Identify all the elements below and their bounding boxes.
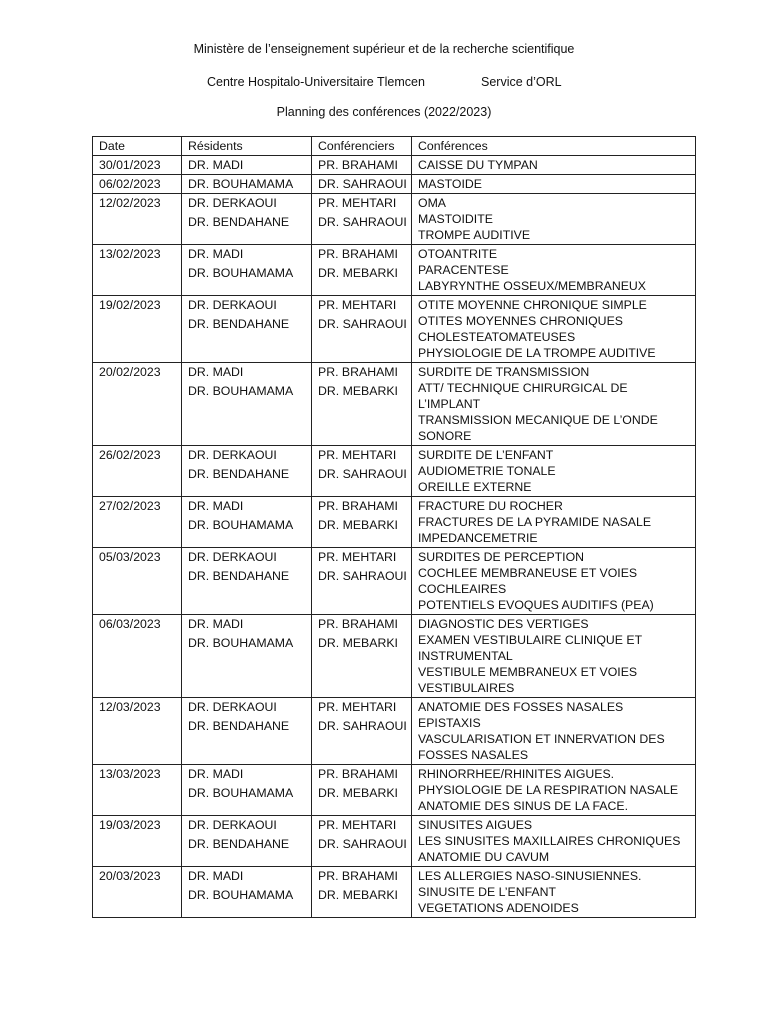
lecturer-name: PR. BRAHAMI: [318, 617, 398, 631]
table-row: [93, 867, 696, 918]
column-header-residents: Résidents: [182, 137, 312, 156]
conference-topic: LABYRYNTHE OSSEUX/MEMBRANEUX: [418, 279, 647, 293]
lecturer-name: PR. MEHTARI: [318, 818, 397, 832]
resident-name: DR. BOUHAMAMA: [188, 888, 294, 902]
conference-topic: OTOANTRITE: [418, 247, 498, 261]
resident-name: DR. MADI: [188, 247, 244, 261]
column-header-date: Date: [93, 137, 182, 156]
table-body: [93, 156, 696, 918]
service-name: Service d’ORL: [481, 75, 562, 89]
table-row: [93, 156, 696, 175]
table-row: [93, 698, 696, 765]
conferences-cell: [412, 615, 696, 698]
date-cell: 06/03/2023: [93, 615, 182, 698]
date-cell: 20/02/2023: [93, 363, 182, 446]
lecturer-name: DR. SAHRAOUI: [318, 317, 407, 331]
resident-name: DR. BOUHAMAMA: [188, 786, 294, 800]
table-row: [93, 175, 696, 194]
lecturer-name: PR. BRAHAMI: [318, 869, 398, 883]
lecturer-name: DR. SAHRAOUI: [318, 215, 407, 229]
lecturers-cell: [312, 497, 412, 548]
resident-name: DR. MADI: [188, 499, 244, 513]
conferences-cell: [412, 548, 696, 615]
lecturer-name: DR. MEBARKI: [318, 786, 398, 800]
table-row: [93, 816, 696, 867]
conferences-cell: [412, 363, 696, 446]
conferences-cell: [412, 245, 696, 296]
date-cell: 13/03/2023: [93, 765, 182, 816]
table-header-row: [93, 137, 696, 156]
conference-topic: VEGETATIONS ADENOIDES: [418, 901, 579, 915]
conferences-cell: [412, 867, 696, 918]
conference-topic: VASCULARISATION ET INNERVATION DES FOSSES NASALES: [418, 732, 665, 762]
lecturer-name: DR. SAHRAOUI: [318, 467, 407, 481]
resident-name: DR. DERKAOUI: [188, 818, 277, 832]
resident-name: DR. BOUHAMAMA: [188, 177, 294, 191]
residents-cell: [182, 446, 312, 497]
table-row: [93, 363, 696, 446]
conferences-cell: [412, 446, 696, 497]
conference-topic: TROMPE AUDITIVE: [418, 228, 531, 242]
table-row: [93, 446, 696, 497]
resident-name: DR. BOUHAMAMA: [188, 266, 294, 280]
resident-name: DR. BOUHAMAMA: [188, 384, 294, 398]
conference-topic: SINUSITE DE L’ENFANT: [418, 885, 557, 899]
lecturer-name: PR. MEHTARI: [318, 298, 397, 312]
lecturer-name: PR. BRAHAMI: [318, 247, 398, 261]
lecturer-name: DR. SAHRAOUI: [318, 569, 407, 583]
conference-topic: IMPEDANCEMETRIE: [418, 531, 538, 545]
document-title: Planning des conférences (2022/2023): [276, 105, 492, 119]
conference-topic: ANATOMIE DU CAVUM: [418, 850, 550, 864]
conferences-cell: [412, 816, 696, 867]
lecturer-name: PR. BRAHAMI: [318, 767, 398, 781]
residents-cell: [182, 245, 312, 296]
lecturers-cell: [312, 816, 412, 867]
resident-name: DR. BENDAHANE: [188, 215, 290, 229]
date-cell: 26/02/2023: [93, 446, 182, 497]
conference-topic: FRACTURE DU ROCHER: [418, 499, 563, 513]
conference-topic: TRANSMISSION MECANIQUE DE L’ONDE SONORE: [418, 413, 658, 443]
resident-name: DR. BENDAHANE: [188, 317, 290, 331]
conference-topic: MASTOIDITE: [418, 212, 493, 226]
date-cell: 19/03/2023: [93, 816, 182, 867]
resident-name: DR. MADI: [188, 365, 244, 379]
conference-topic: RHINORRHEE/RHINITES AIGUES.: [418, 767, 615, 781]
conference-topic: FRACTURES DE LA PYRAMIDE NASALE: [418, 515, 652, 529]
conference-topic: EXAMEN VESTIBULAIRE CLINIQUE ET INSTRUMENTAL: [418, 633, 642, 663]
residents-cell: [182, 867, 312, 918]
lecturer-name: DR. MEBARKI: [318, 518, 398, 532]
date-cell: 27/02/2023: [93, 497, 182, 548]
lecturers-cell: [312, 156, 412, 175]
conferences-cell: [412, 765, 696, 816]
lecturer-name: PR. MEHTARI: [318, 550, 397, 564]
resident-name: DR. MADI: [188, 617, 244, 631]
conference-topic: OTITE MOYENNE CHRONIQUE SIMPLE: [418, 298, 647, 312]
column-header-conferences: Conférences: [412, 137, 696, 156]
resident-name: DR. BENDAHANE: [188, 837, 290, 851]
lecturers-cell: [312, 446, 412, 497]
resident-name: DR. BENDAHANE: [188, 719, 290, 733]
conferences-cell: [412, 156, 696, 175]
resident-name: DR. BOUHAMAMA: [188, 636, 294, 650]
conference-topic: OTITES MOYENNES CHRONIQUES CHOLESTEATOMATEUSES: [418, 314, 623, 344]
date-cell: 13/02/2023: [93, 245, 182, 296]
lecturer-name: DR. MEBARKI: [318, 888, 398, 902]
conferences-cell: [412, 194, 696, 245]
table-row: [93, 194, 696, 245]
residents-cell: [182, 497, 312, 548]
conference-topic: POTENTIELS EVOQUES AUDITIFS (PEA): [418, 598, 654, 612]
lecturers-cell: [312, 765, 412, 816]
resident-name: DR. MADI: [188, 869, 244, 883]
table-row: [93, 615, 696, 698]
lecturers-cell: [312, 296, 412, 363]
lecturer-name: PR. MEHTARI: [318, 448, 397, 462]
residents-cell: [182, 194, 312, 245]
table-row: [93, 245, 696, 296]
date-cell: 06/02/2023: [93, 175, 182, 194]
conference-topic: EPISTAXIS: [418, 716, 481, 730]
resident-name: DR. MADI: [188, 767, 244, 781]
resident-name: DR. DERKAOUI: [188, 196, 277, 210]
lecturer-name: PR. MEHTARI: [318, 196, 397, 210]
residents-cell: [182, 175, 312, 194]
conferences-cell: [412, 698, 696, 765]
lecturer-name: DR. MEBARKI: [318, 266, 398, 280]
lecturer-name: DR. MEBARKI: [318, 384, 398, 398]
lecturers-cell: [312, 548, 412, 615]
lecturer-name: PR. MEHTARI: [318, 700, 397, 714]
hospital-name: Centre Hospitalo-Universitaire Tlemcen: [207, 75, 425, 89]
conference-topic: MASTOIDE: [418, 177, 483, 191]
conference-topic: OREILLE EXTERNE: [418, 480, 532, 494]
conferences-cell: [412, 497, 696, 548]
lecturers-cell: [312, 698, 412, 765]
conference-topic: COCHLEE MEMBRANEUSE ET VOIES COCHLEAIRES: [418, 566, 638, 596]
date-cell: 19/02/2023: [93, 296, 182, 363]
residents-cell: [182, 765, 312, 816]
conference-topic: OMA: [418, 196, 447, 210]
date-cell: 12/03/2023: [93, 698, 182, 765]
lecturer-name: PR. BRAHAMI: [318, 158, 398, 172]
resident-name: DR. DERKAOUI: [188, 298, 277, 312]
conferences-cell: [412, 296, 696, 363]
conference-topic: LES SINUSITES MAXILLAIRES CHRONIQUES: [418, 834, 681, 848]
resident-name: DR. BOUHAMAMA: [188, 518, 294, 532]
lecturers-cell: [312, 194, 412, 245]
conference-topic: ANATOMIE DES FOSSES NASALES: [418, 700, 624, 714]
conference-topic: PHYSIOLOGIE DE LA TROMPE AUDITIVE: [418, 346, 656, 360]
resident-name: DR. BENDAHANE: [188, 569, 290, 583]
table-row: [93, 548, 696, 615]
conference-topic: SINUSITES AIGUES: [418, 818, 533, 832]
residents-cell: [182, 156, 312, 175]
lecturer-name: DR. SAHRAOUI: [318, 177, 407, 191]
lecturers-cell: [312, 245, 412, 296]
date-cell: 20/03/2023: [93, 867, 182, 918]
residents-cell: [182, 615, 312, 698]
resident-name: DR. DERKAOUI: [188, 700, 277, 714]
date-cell: 05/03/2023: [93, 548, 182, 615]
residents-cell: [182, 296, 312, 363]
conference-topic: ANATOMIE DES SINUS DE LA FACE.: [418, 799, 629, 813]
lecturers-cell: [312, 615, 412, 698]
residents-cell: [182, 698, 312, 765]
conference-topic: CAISSE DU TYMPAN: [418, 158, 538, 172]
lecturer-name: PR. BRAHAMI: [318, 499, 398, 513]
resident-name: DR. MADI: [188, 158, 244, 172]
residents-cell: [182, 363, 312, 446]
conference-topic: LES ALLERGIES NASO-SINUSIENNES.: [418, 869, 642, 883]
residents-cell: [182, 816, 312, 867]
conference-topic: SURDITES DE PERCEPTION: [418, 550, 585, 564]
resident-name: DR. BENDAHANE: [188, 467, 290, 481]
conference-schedule-table: [92, 136, 696, 918]
conference-topic: PHYSIOLOGIE DE LA RESPIRATION NASALE: [418, 783, 679, 797]
date-cell: 30/01/2023: [93, 156, 182, 175]
lecturer-name: DR. SAHRAOUI: [318, 719, 407, 733]
lecturers-cell: [312, 363, 412, 446]
date-cell: 12/02/2023: [93, 194, 182, 245]
conference-topic: SURDITE DE TRANSMISSION: [418, 365, 590, 379]
conference-topic: ATT/ TECHNIQUE CHIRURGICAL DE L’IMPLANT: [418, 381, 628, 411]
conference-topic: SURDITE DE L’ENFANT: [418, 448, 554, 462]
resident-name: DR. DERKAOUI: [188, 550, 277, 564]
lecturer-name: PR. BRAHAMI: [318, 365, 398, 379]
lecturer-name: DR. MEBARKI: [318, 636, 398, 650]
table-row: [93, 296, 696, 363]
conference-topic: PARACENTESE: [418, 263, 509, 277]
lecturer-name: DR. SAHRAOUI: [318, 837, 407, 851]
table-row: [93, 765, 696, 816]
conferences-cell: [412, 175, 696, 194]
conference-topic: AUDIOMETRIE TONALE: [418, 464, 556, 478]
residents-cell: [182, 548, 312, 615]
table-row: [93, 497, 696, 548]
resident-name: DR. DERKAOUI: [188, 448, 277, 462]
ministry-heading: Ministère de l’enseignement supérieur et de la recherche scientifique: [193, 42, 575, 56]
lecturers-cell: [312, 175, 412, 194]
column-header-lecturers: Conférenciers: [312, 137, 412, 156]
conference-topic: VESTIBULE MEMBRANEUX ET VOIES VESTIBULAIRES: [418, 665, 638, 695]
lecturers-cell: [312, 867, 412, 918]
conference-topic: DIAGNOSTIC DES VERTIGES: [418, 617, 589, 631]
